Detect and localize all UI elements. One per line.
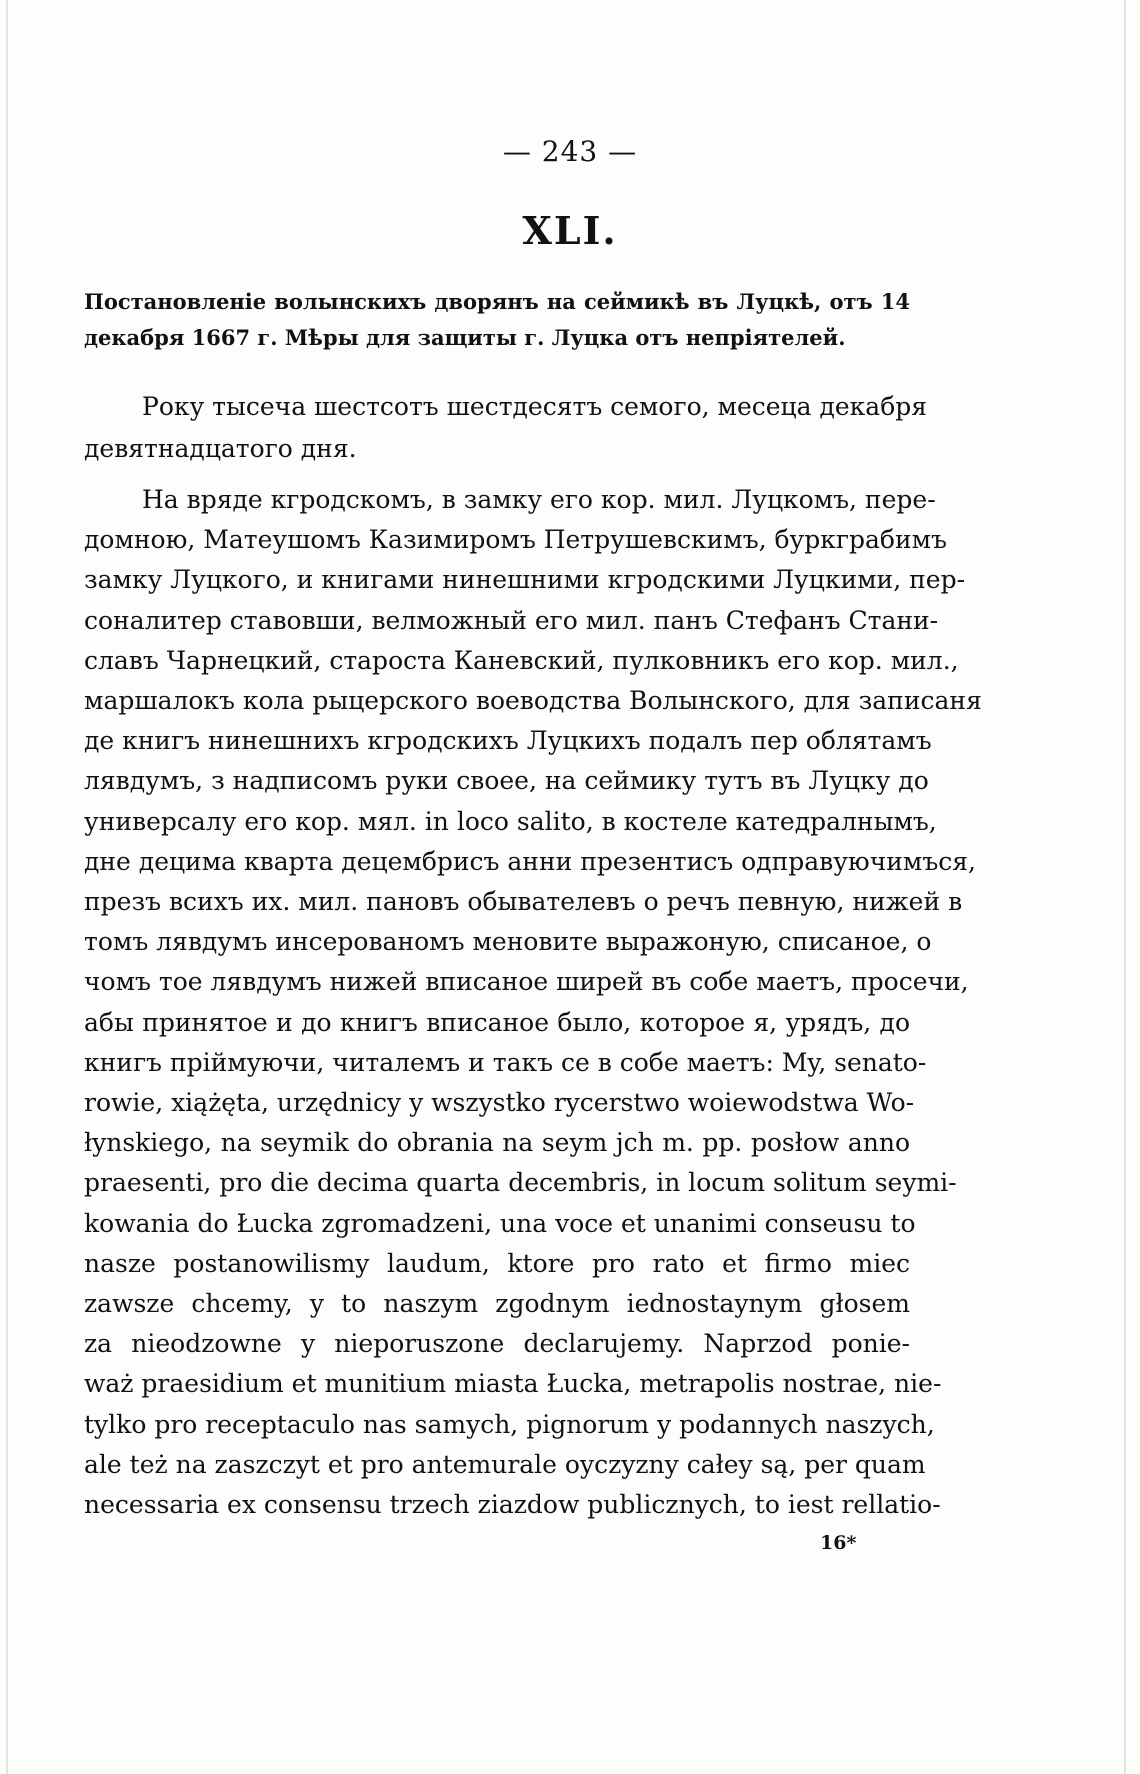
paragraph-line: соналитер ставовши, велможный его мил. панъ Стефанъ Стани- (84, 605, 939, 635)
heading-line: декабря 1667 г. Мѣры для защиты г. Луцка отъ непріятелей. (84, 325, 846, 350)
document-number: XLI. (522, 208, 618, 253)
paragraph-line: девятнадцатого дня. (84, 434, 357, 463)
signature-mark: 16* (820, 1532, 857, 1554)
paragraph-line: томъ лявдумъ инсерованомъ меновите выражоную, списаное, о (84, 927, 932, 957)
paragraph-line: łynskiego, na seymik do obrania na seym jch m. pp. posłow anno (84, 1128, 910, 1158)
paragraph-line: презъ всихъ их. мил. пановъ обывателевъ о речъ певную, нижей в (84, 887, 963, 917)
paragraph-line: дне децима кварта децембрисъ анни презентисъ одправуючимъся, (84, 846, 976, 876)
paragraph-line: книгъ пріймуючи, читалемъ и такъ се в собе маетъ: My, senato- (84, 1047, 927, 1077)
paragraph-line: абы принятое и до книгъ вписаное было, которое я, урядъ, до (84, 1007, 910, 1037)
paragraph-line: waż praesidium et munitium miasta Łucka, metrapolis nostrae, nie- (84, 1369, 942, 1399)
paragraph-line: лявдумъ, з надписомъ руки своее, на сеймику тутъ въ Луцку до (84, 766, 929, 796)
date-paragraph (84, 386, 928, 470)
scan-edge-left (6, 0, 8, 1774)
paragraph-line: tylko pro receptaculo nas samych, pignorum y podannych naszych, (84, 1409, 935, 1439)
paragraph-line: kowania do Łucka zgromadzeni, una voce et unanimi conseusu to (84, 1208, 916, 1238)
page-number: — 243 — (502, 135, 638, 168)
paragraph-line: zawsze chcemy, y to naszym zgodnym iednostaynym głosem (84, 1289, 910, 1319)
paragraph-line: za nieodzowne y nieporuszone declarujemy. Naprzod ponie- (84, 1329, 910, 1359)
body-paragraph (84, 480, 982, 1525)
paragraph-line: nasze postanowilismy laudum, ktore pro rato et firmo miec (84, 1248, 910, 1278)
paragraph-line: necessaria ex consensu trzech ziazdow publicznych, to iest rellatio- (84, 1490, 941, 1520)
paragraph-line: чомъ тое лявдумъ нижей вписаное ширей въ собе маетъ, просечи, (84, 967, 969, 997)
paragraph-line: маршалокъ кола рыцерского воеводства Волынского, для записаня (84, 686, 982, 716)
paragraph-line: rowie, xiążęta, urzędnicy y wszystko rycerstwo woiewodstwa Wo- (84, 1088, 915, 1118)
paragraph-line: praesenti, pro die decima quarta decembris, in locum solitum seymi- (84, 1168, 957, 1198)
scan-edge-right (1124, 0, 1126, 1774)
document-heading (84, 284, 910, 356)
heading-line: Постановленіе волынскихъ дворянъ на сеймикѣ въ Луцкѣ, отъ 14 (84, 289, 910, 314)
paragraph-line: На вряде кгродскомъ, в замку его кор. мил. Луцкомъ, пере- (142, 485, 936, 514)
paragraph-line: замку Луцкого, и книгами нинешними кгродскими Луцкими, пер- (84, 565, 966, 595)
paragraph-line: универсалу его кор. мял. in loco salito, в костеле катедралнымъ, (84, 806, 937, 836)
paragraph-line: Року тысеча шестсотъ шестдесятъ семого, месеца декабря (142, 392, 928, 421)
paragraph-line: де книгъ нинешнихъ кгродскихъ Луцкихъ подалъ пер облятамъ (84, 726, 932, 756)
paragraph-line: славъ Чарнецкий, староста Каневский, пулковникъ его кор. мил., (84, 645, 959, 675)
paragraph-line: домною, Матеушомъ Казимиромъ Петрушевскимъ, буркграбимъ (84, 525, 947, 555)
paragraph-line: ale też na zaszczyt et pro antemurale oyczyzny całey są, per quam (84, 1449, 926, 1479)
